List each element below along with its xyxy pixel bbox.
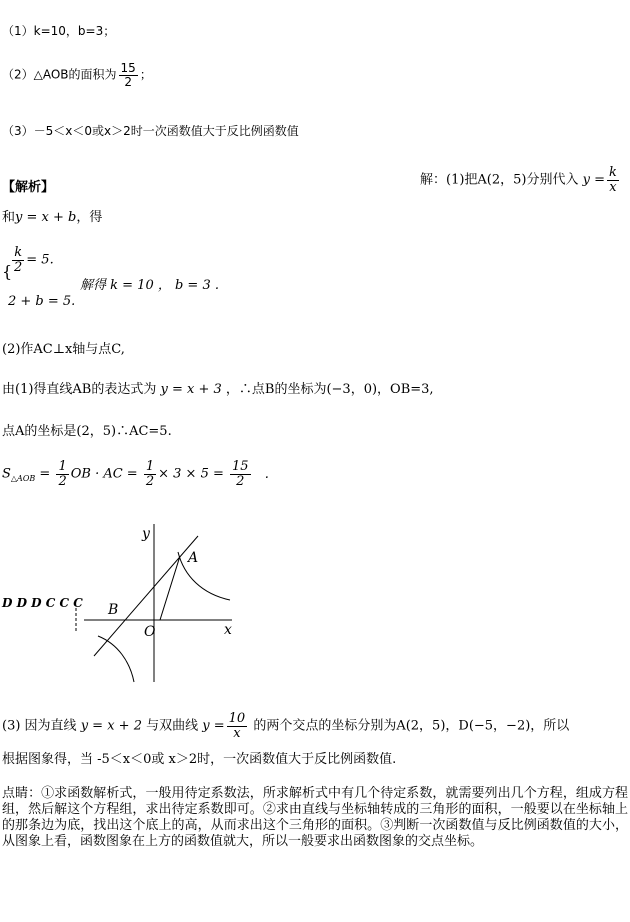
system-eq1-frac [12,246,24,274]
step2-title: (2)作AC⊥x轴与点C, [2,342,125,357]
af3-den: 2 [236,473,245,489]
step3-pre: (3) 因为直线 [2,718,77,734]
intro-frac-k: k [609,165,617,180]
x-axis-label: x [224,622,232,638]
step3-eq1: y = x + 2 [80,718,142,734]
answer-3: （3）－5＜x＜0或x＞2时一次函数值大于反比例函数值 [2,124,299,138]
sys-eq1-post: = 5. [26,252,54,268]
area-frac-2 [144,460,156,488]
line2-pre: 和 [2,210,16,225]
point-a-text: 点A的坐标是(2，5)∴AC=5. [2,424,172,439]
area-mid2: × 3 × 5 = [158,466,224,482]
area-mid: OB · AC = [70,466,138,482]
point-a-label: A [188,550,199,566]
step3-eq2: y = [202,718,225,734]
af2-num: 1 [145,459,155,474]
origin-label: O [144,624,156,640]
system-solution: 解得 k = 10 ， b = 3 . [80,278,219,293]
step3-ten: 10 [228,711,246,726]
answer-2-fraction [119,62,138,88]
line-ab-pre: 由(1)得直线AB的表达式为 [2,382,157,397]
intro-frac-x: x [609,179,617,195]
line-ab [2,378,434,397]
analysis-header: 【解析】 [2,180,55,195]
system-eq1 [10,246,54,274]
area-formula: $S_{\triangle AOB}$ = $\frac{1}{2}$ OB · AC = $\frac{1}{2}$ × 3 × 5 = $\frac{15}{2}$ . [2,459,269,489]
analysis-intro [420,166,621,194]
area-s: S [2,466,11,482]
step3-line2: 根据图象得，当 -5＜x＜0或 x＞2时，一次函数值大于反比例函数值. [2,752,397,767]
hyperbola-branch-1 [178,552,230,600]
y-axis-label: y [142,526,150,542]
area-frac-3 [230,460,251,488]
af1-num: 1 [58,459,67,474]
segment-oa [160,556,180,620]
line-ab-post: ，∴点B的坐标为(−3，0)，OB=3, [225,382,434,397]
system-eq2: 2 + b = 5. [8,294,76,309]
garbled-text: D D D C C C [2,596,83,610]
answer-2-numerator: 15 [120,61,136,75]
answer-2 [2,62,152,88]
intro-y-eq: y = [582,172,606,188]
line2-eq: y = x + b [15,210,77,225]
step3-post: 的两个交点的坐标分别为A(2，5)，D(−5，−2)，所以 [253,718,570,734]
area-frac-1 [56,460,68,488]
line-ab-eq: y = x + 3 [160,382,222,397]
step3-line1 [2,712,569,740]
step3-x: x [233,725,241,741]
answer-1: （1）k=10，b=3； [2,24,116,38]
answer-2-prefix: （2）△AOB的面积为 [2,67,117,82]
af3-num: 15 [232,459,249,474]
area-period: . [264,466,269,482]
answer-2-denominator: 2 [124,74,132,89]
area-sub: △AOB [10,474,36,484]
sys-k: k [12,246,24,261]
step3-mid: 与双曲线 [146,718,199,734]
system-brace: { [2,262,13,281]
af2-den: 2 [145,473,155,489]
sys-two: 2 [14,259,23,275]
point-b-label: B [108,602,119,618]
intro-text: 解：(1)把A(2，5)分别代入 [420,172,579,188]
comment-paragraph: 点睛：①求函数解析式，一般用待定系数法，所求解析式中有几个待定系数，就需要列出几个方程，组成方程组，然后解这个方程组，求出待定系数即可。②求由直线与坐标轴转成的三角形的面积，一般要以在坐标轴上的那条边为底，找出这个底上的高，从而求出这个三角形的面积。③判断一次函数值与反比例函数值的大小，从图象上看，函数图象在上方的函数值就大，所以一般要求出函数图象的交点坐标。 [2,786,628,849]
hyperbola-branch-2 [98,636,134,682]
af1-den: 2 [58,473,67,489]
answer-2-suffix: ； [139,67,152,82]
graph-figure [74,516,244,688]
analysis-line2 [2,206,102,225]
step3-fraction [227,712,248,740]
line2-post: ，得 [76,210,103,225]
intro-fraction [607,166,619,194]
